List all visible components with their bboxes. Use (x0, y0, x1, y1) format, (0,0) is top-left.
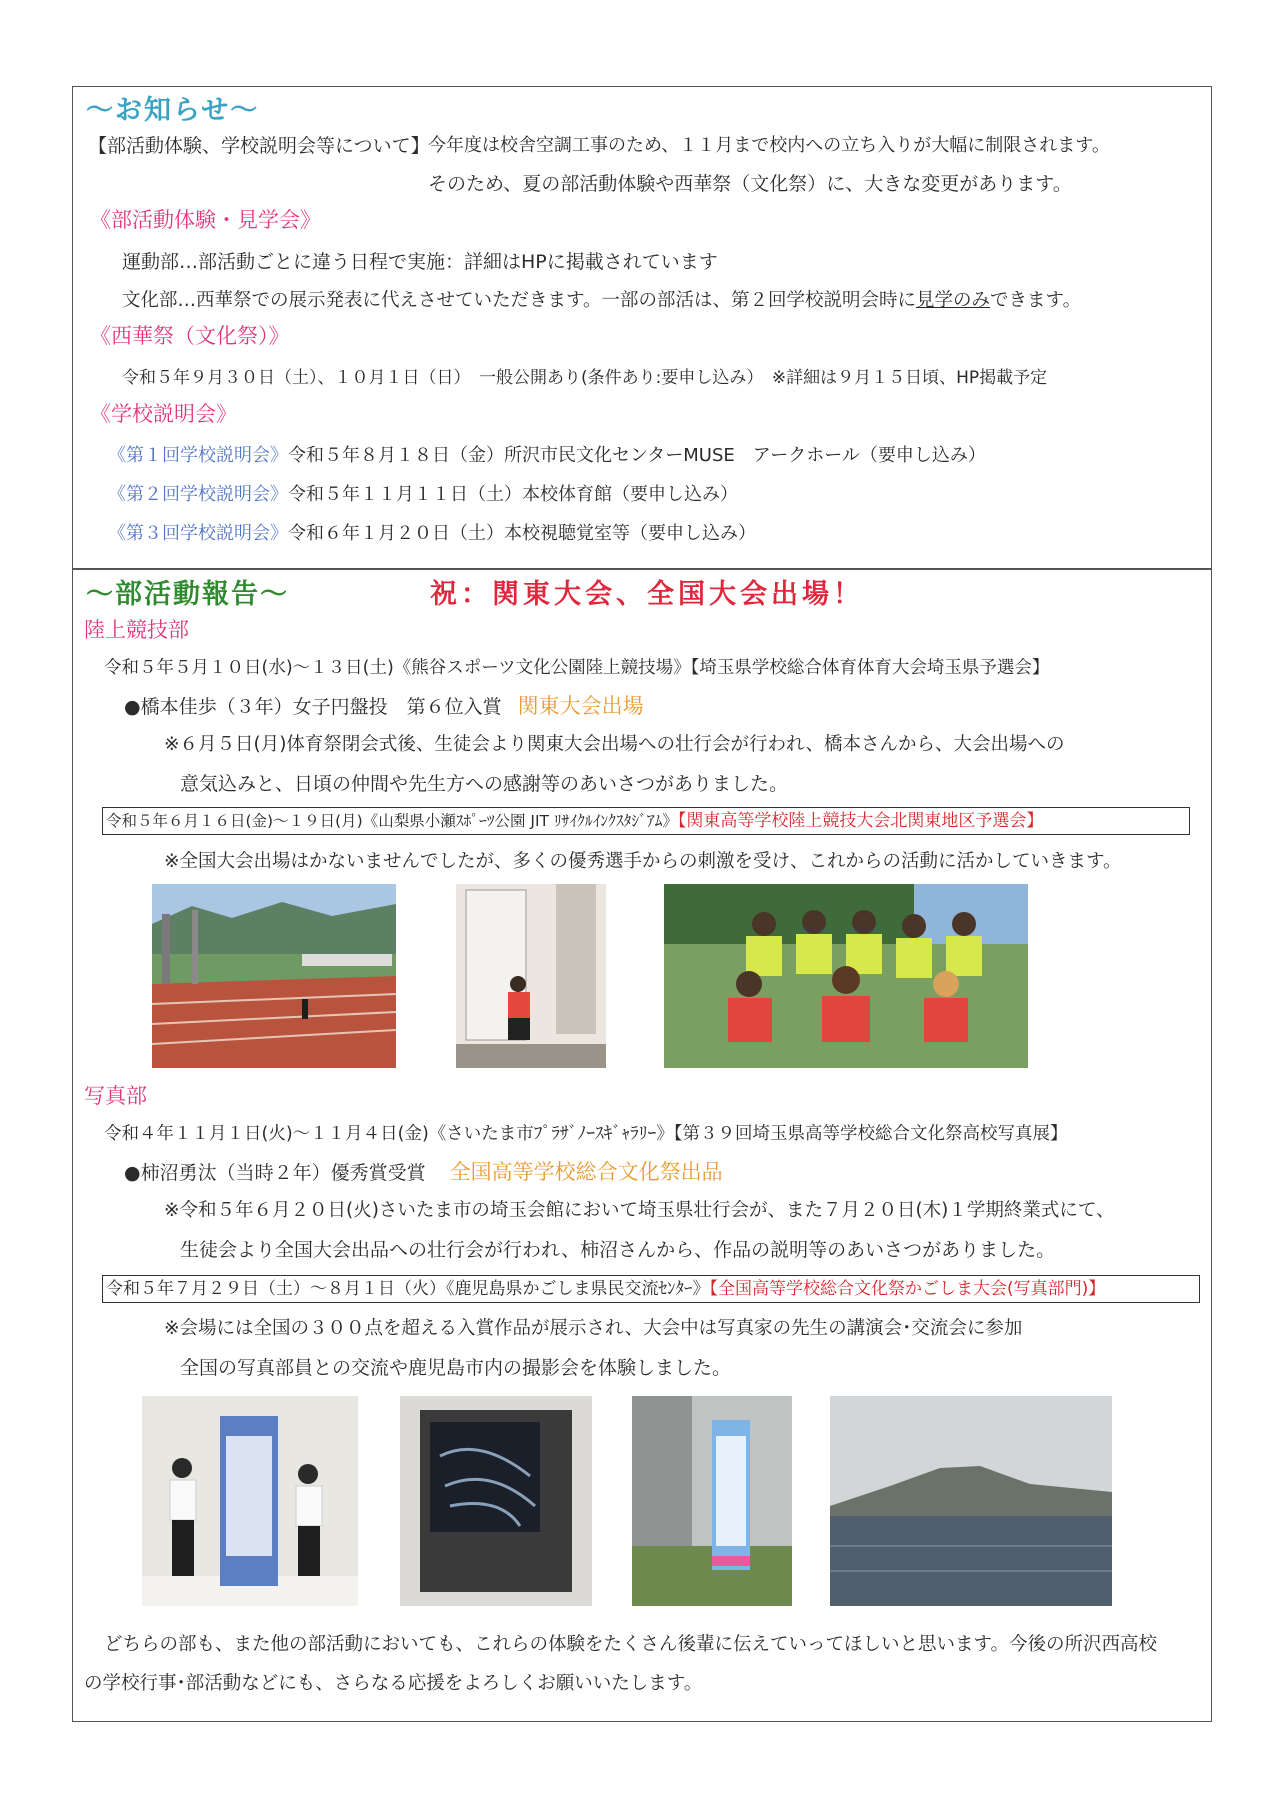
photo-club-line1: 令和４年１１月１日(火)～１１月４日(金)《さいたま市ﾌﾟﾗｻﾞﾉｰｽｷﾞｬﾗﾘｰ》【第３９回埼玉県高等学校総合文化祭高校写真展】 (104, 1124, 1068, 1144)
briefing-item-1-text: 令和５年８月１８日（金）所沢市民文化センターMUSE アークホール（要申し込み） (288, 445, 986, 466)
track-athlete-line (124, 694, 644, 719)
photo-venue-banner (632, 1396, 792, 1606)
track-note1: ※６月５日(月)体育祭閉会式後、生徒会より関東大会出場への壮行会が行われ、橋本さんから、大会出場への (164, 734, 1065, 755)
club-exp-line2 (122, 289, 1081, 313)
report-celebrate: 祝：関東大会、全国大会出場！ (430, 579, 864, 610)
briefing-item-2-label: 《第２回学校説明会》 (108, 484, 288, 505)
club-exp-line2-pre: 文化部…西華祭での展示発表に代えさせていただきます。一部の部活は、第２回学校説明会時に (122, 290, 917, 311)
track-club-title: 陸上競技部 (84, 618, 189, 642)
track-note2: 意気込みと、日頃の仲間や先生方への感謝等のあいさつがありました。 (180, 773, 789, 795)
photo-club-title: 写真部 (84, 1084, 147, 1108)
track-framed-text (106, 809, 1043, 833)
photo-club-note1: ※令和５年６月２０日(火)さいたま市の埼玉会館において埼玉県壮行会が、また７月２０日(木)１学期終業式にて、 (164, 1200, 1115, 1221)
track-framed-pre: 令和５年６月１６日(金)～１９日(月)《山梨県小瀬ｽﾎﾟｰﾂ公園 JIT ﾘｻｲｸﾙｲﾝｸｽﾀｼﾞｱﾑ》 (106, 812, 678, 830)
photo-club-note2: 生徒会より全国大会出品への壮行会が行われ、柿沼さんから、作品の説明等のあいさつがありました。 (180, 1239, 1056, 1261)
photo-club-member: ●柿沼勇汰（当時２年）優秀賞受賞 (124, 1162, 426, 1184)
photo-club-note3: ※会場には全国の３００点を超える入賞作品が展示され、大会中は写真家の先生の講演会･交流会に参加 (164, 1318, 1023, 1339)
track-line1: 令和５年５月１０日(水)～１３日(土)《熊谷スポーツ文化公園陸上競技場》【埼玉県学校総合体育体育大会埼玉県予選会】 (104, 658, 1050, 678)
photo-award-students (142, 1396, 358, 1606)
notice-intro-line2: そのため、夏の部活動体験や西華祭（文化祭）に、大きな変更があります。 (428, 173, 1072, 195)
briefing-item-2 (108, 483, 738, 507)
briefing-item-1 (108, 444, 986, 468)
club-exp-line1: 運動部…部活動ごとに違う日程で実施：詳細はHPに掲載されています (122, 251, 718, 273)
photo-sakurajima (830, 1396, 1112, 1606)
notice-intro-label: 【部活動体験、学校説明会等について】 (88, 135, 430, 157)
festival-title: 《西華祭（文化祭）》 (90, 324, 290, 348)
closing-line2: の学校行事･部活動などにも、さらなる応援をよろしくお願いいたします。 (84, 1673, 703, 1694)
briefing-item-3-text: 令和６年１月２０日（土）本校視聴覚室等（要申し込み） (288, 523, 756, 544)
photo-club-note4: 全国の写真部員との交流や鹿児島市内の撮影会を体験しました。 (180, 1357, 732, 1379)
photo-club-member-line (124, 1160, 723, 1185)
track-framed-red: 【関東高等学校陸上競技大会北関東地区予選会】 (677, 811, 1044, 831)
photo-club-highlight: 全国高等学校総合文化祭出品 (449, 1160, 723, 1184)
photo-club-framed-pre: 令和５年７月２９日（土）～８月１日（火）《鹿児島県かごしま県民交流ｾﾝﾀｰ》 (106, 1279, 710, 1299)
club-exp-title: 《部活動体験・見学会》 (90, 208, 321, 232)
notice-intro-line1: 今年度は校舎空調工事のため、１１月まで校内への立ち入りが大幅に制限されます。 (428, 135, 1110, 156)
briefing-title: 《学校説明会》 (90, 402, 237, 426)
photo-track-athlete (456, 884, 606, 1068)
photo-artwork (400, 1396, 592, 1606)
track-note3: ※全国大会出場はかないませんでしたが、多くの優秀選手からの刺激を受け、これからの活動に活かしていきます。 (164, 851, 1122, 872)
photo-club-framed-text (106, 1277, 1105, 1301)
track-athlete: ●橋本佳歩（３年）女子円盤投 第６位入賞 (124, 696, 502, 718)
club-exp-line2-ul: 見学のみ (916, 290, 991, 311)
notice-heading: ～お知らせ～ (86, 95, 260, 126)
photo-stadium (152, 884, 396, 1068)
report-heading: ～部活動報告～ (86, 579, 289, 610)
photo-club-framed-red: 【全国高等学校総合文化祭かごしま大会(写真部門)】 (709, 1279, 1106, 1299)
track-highlight: 関東大会出場 (517, 694, 644, 718)
briefing-item-3 (108, 522, 756, 546)
briefing-item-3-label: 《第３回学校説明会》 (108, 523, 288, 544)
briefing-item-2-text: 令和５年１１月１１日（土）本校体育館（要申し込み） (288, 484, 738, 505)
briefing-item-1-label: 《第１回学校説明会》 (108, 445, 288, 466)
closing-line1: どちらの部も、また他の部活動においても、これらの体験をたくさん後輩に伝えていってほしいと思います。今後の所沢西高校 (104, 1634, 1158, 1655)
club-exp-line2-post: できます。 (990, 290, 1082, 311)
photo-track-team (664, 884, 1028, 1068)
festival-line1: 令和５年９月３０日（土）、１０月１日（日） 一般公開あり(条件あり:要申し込み） ※詳細は９月１５日頃、HP掲載予定 (122, 368, 1048, 388)
